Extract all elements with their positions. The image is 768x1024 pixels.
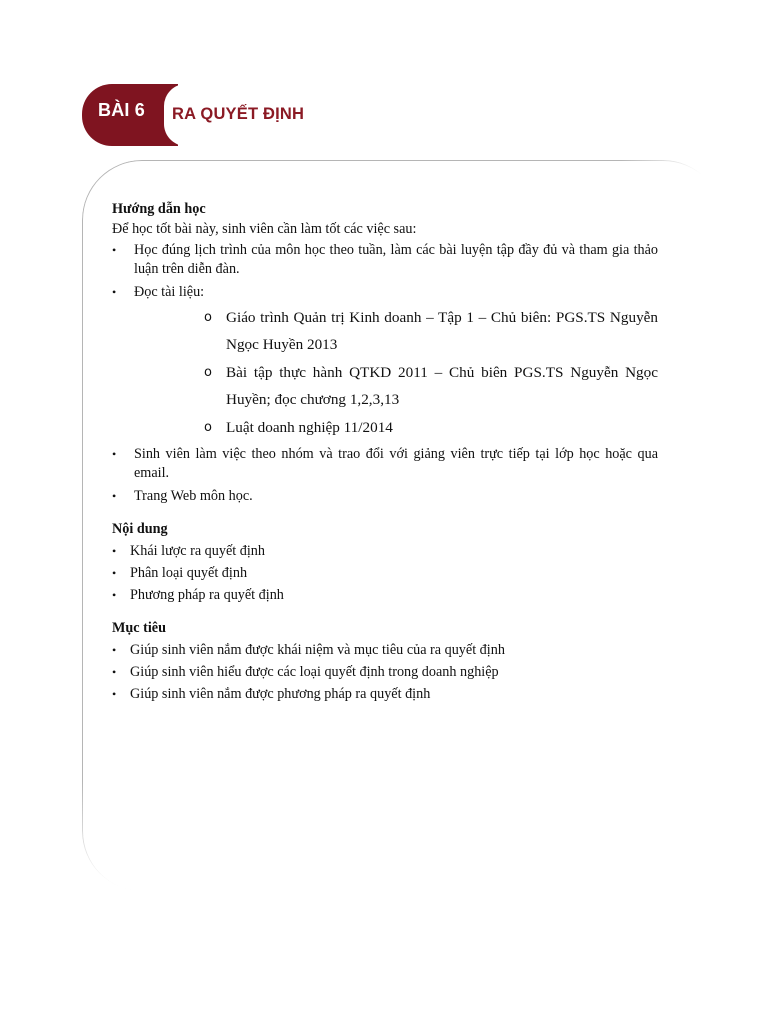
reading-item — [204, 304, 658, 358]
bullet-icon: • — [112, 687, 117, 701]
bullet-icon: • — [112, 285, 117, 299]
list-item-text: Giúp sinh viên nắm được phương pháp ra quyết định — [130, 686, 431, 702]
content-section — [112, 520, 658, 605]
list-item-text: Giúp sinh viên nắm được khái niệm và mục tiêu của ra quyết định — [130, 642, 505, 658]
list-item — [112, 685, 658, 704]
study-guide-heading: Hướng dẫn học — [112, 201, 206, 217]
list-item-text: Khái lược ra quyết định — [130, 543, 265, 559]
study-guide-section — [112, 200, 658, 506]
bullet-icon: • — [112, 665, 117, 679]
bullet-icon: • — [112, 243, 117, 257]
list-item — [112, 586, 658, 605]
list-item — [112, 445, 658, 483]
content-list — [112, 542, 658, 605]
list-item-text: Học đúng lịch trình của môn học theo tuần, làm các bài luyện tập đầy đủ và tham gia thảo luận trên diễn đàn. — [134, 242, 658, 277]
bullet-icon: • — [112, 643, 117, 657]
content-heading: Nội dung — [112, 521, 168, 537]
bullet-icon: • — [112, 544, 117, 558]
lesson-number: BÀI 6 — [98, 100, 146, 120]
bullet-icon: • — [112, 588, 117, 602]
objectives-list — [112, 641, 658, 704]
reading-item-text: Bài tập thực hành QTKD 2011 – Chủ biên PGS.TS Nguyễn Ngọc Huyền; đọc chương 1,2,3,13 — [226, 364, 658, 408]
study-guide-list — [112, 241, 658, 506]
study-guide-intro: Để học tốt bài này, sinh viên cần làm tốt các việc sau: — [112, 221, 417, 237]
list-item — [112, 283, 658, 441]
list-item — [112, 564, 658, 583]
bullet-icon: • — [112, 447, 117, 461]
lesson-content — [112, 200, 658, 707]
reading-item — [204, 414, 658, 441]
list-item-text: Giúp sinh viên hiểu được các loại quyết định trong doanh nghiệp — [130, 664, 499, 680]
list-item-text: Phân loại quyết định — [130, 565, 248, 581]
list-item-text: Trang Web môn học. — [134, 488, 253, 504]
reading-item — [204, 359, 658, 413]
reading-item-text: Luật doanh nghiệp 11/2014 — [226, 419, 393, 436]
list-item-text: Đọc tài liệu: — [134, 284, 205, 300]
list-item — [112, 641, 658, 660]
reading-list — [134, 304, 658, 441]
bullet-icon: • — [112, 489, 117, 503]
objectives-heading: Mục tiêu — [112, 620, 166, 636]
list-item-text: Sinh viên làm việc theo nhóm và trao đổi với giảng viên trực tiếp tại lớp học hoặc qua email. — [134, 446, 658, 481]
list-item — [112, 241, 658, 279]
list-item — [112, 542, 658, 561]
circle-bullet-icon: o — [204, 310, 212, 325]
reading-item-text: Giáo trình Quản trị Kinh doanh – Tập 1 – Chủ biên: PGS.TS Nguyễn Ngọc Huyền 2013 — [226, 309, 658, 353]
bullet-icon: • — [112, 566, 117, 580]
list-item-text: Phương pháp ra quyết định — [130, 587, 284, 603]
objectives-section — [112, 619, 658, 704]
lesson-title: RA QUYẾT ĐỊNH — [172, 105, 305, 123]
circle-bullet-icon: o — [204, 365, 212, 380]
circle-bullet-icon: o — [204, 420, 212, 435]
list-item — [112, 487, 658, 506]
list-item — [112, 663, 658, 682]
